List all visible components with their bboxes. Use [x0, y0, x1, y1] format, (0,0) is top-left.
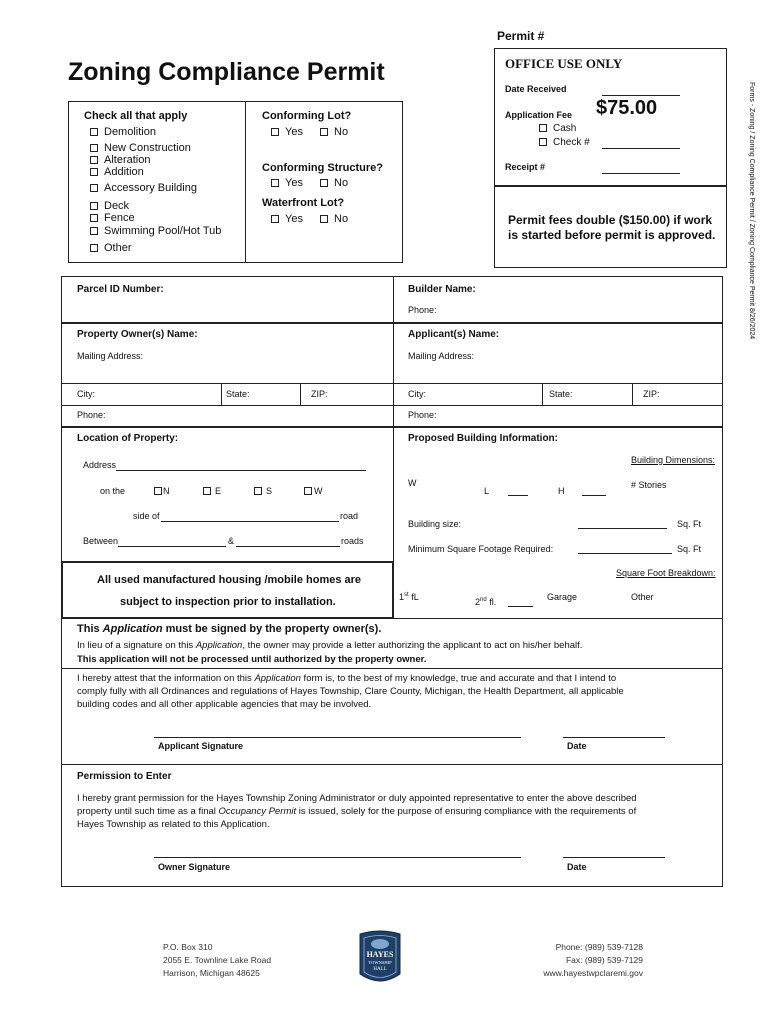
direction-w[interactable]: [304, 486, 323, 496]
apply-checkbox[interactable]: [90, 244, 98, 252]
owner-phone-label: Phone:: [77, 410, 106, 420]
no-label: No: [334, 126, 349, 138]
svg-text:HALL: HALL: [373, 967, 387, 972]
applicant-date-line[interactable]: [563, 737, 665, 738]
address-label: Address: [83, 460, 117, 470]
yes-checkbox[interactable]: [271, 215, 279, 223]
apply-checkbox[interactable]: [90, 156, 98, 164]
apply-item[interactable]: [90, 142, 191, 154]
parcel-id-label: Parcel ID Number:: [77, 284, 164, 295]
direction-label: E: [215, 486, 222, 496]
footer-street: 2055 E. Townline Lake Road: [163, 955, 272, 965]
other-label: Other: [631, 592, 654, 602]
permit-number-label: Permit #: [497, 29, 545, 43]
yes-checkbox[interactable]: [271, 128, 279, 136]
footer-fax: Fax: (989) 539-7129: [565, 955, 643, 965]
roads-label: roads: [341, 536, 364, 546]
signing-line1: In lieu of a signature on this Application, the owner may provide a letter authorizing the applicant to act on his/her behalf.: [77, 640, 583, 651]
waterfront-label: Waterfront Lot?: [262, 197, 345, 209]
fee-notice-box: [494, 186, 727, 268]
apply-item[interactable]: [90, 182, 197, 194]
receipt-label: Receipt #: [505, 162, 546, 172]
owner-date-line[interactable]: [563, 857, 665, 858]
direction-checkbox[interactable]: [304, 487, 312, 495]
mobile-home-notice-line1: All used manufactured housing /mobile homes are: [97, 574, 362, 586]
owner-name-label: Property Owner(s) Name:: [77, 329, 198, 340]
owner-mailing-label: Mailing Address:: [77, 351, 144, 361]
side-note: Forms - Zoning / Zoning Compliance Permit / Zoning Compliance Permit 8/26/2024: [748, 82, 755, 340]
garage-label: Garage: [547, 592, 578, 602]
attest-line1: I hereby attest that the information on this Application form is, to the best of my knowledge, true and accurate and that I intend to: [77, 673, 617, 684]
no-checkbox[interactable]: [320, 215, 328, 223]
direction-checkbox[interactable]: [154, 487, 162, 495]
svg-text:TOWNSHIP: TOWNSHIP: [368, 960, 392, 965]
cash-label: Cash: [553, 123, 577, 134]
apply-item[interactable]: [90, 200, 129, 212]
length-label: L: [484, 486, 490, 496]
mobile-home-notice-line2: subject to inspection prior to installation.: [120, 596, 336, 608]
road-label: road: [340, 511, 359, 521]
and-label: &: [228, 536, 235, 546]
fee-amount: $75.00: [596, 97, 658, 119]
conforming-structure-no[interactable]: [320, 177, 348, 189]
apply-checkbox[interactable]: [90, 184, 98, 192]
sqft-breakdown-label: Square Foot Breakdown:: [616, 568, 716, 578]
yes-checkbox[interactable]: [271, 179, 279, 187]
conforming-lot-yes[interactable]: [271, 126, 303, 138]
yes-label: Yes: [285, 213, 303, 225]
direction-checkbox[interactable]: [203, 487, 211, 495]
waterfront-no[interactable]: [320, 213, 348, 225]
apply-item[interactable]: [90, 126, 156, 138]
check-option[interactable]: [539, 137, 590, 148]
page-title: Zoning Compliance Permit: [68, 58, 385, 86]
apply-item-label: Deck: [104, 200, 130, 212]
apply-item[interactable]: [90, 225, 221, 237]
apply-heading: Check all that apply: [84, 110, 188, 122]
builder-phone-label: Phone:: [408, 305, 437, 315]
stories-label: # Stories: [631, 480, 667, 490]
owner-city-label: City:: [77, 389, 95, 399]
second-floor-label: 2nd fl.: [475, 597, 497, 607]
attest-line3: building codes and all other applicable agencies that may be involved.: [77, 699, 372, 710]
apply-checkbox[interactable]: [90, 227, 98, 235]
waterfront-yes[interactable]: [271, 213, 303, 225]
applicant-signature-label: Applicant Signature: [158, 741, 244, 751]
fee-notice-line1: Permit fees double ($150.00) if work: [508, 213, 713, 227]
apply-item[interactable]: [90, 166, 144, 178]
direction-label: N: [163, 486, 170, 496]
applicant-zip-label: ZIP:: [643, 389, 660, 399]
no-label: No: [334, 213, 349, 225]
check-checkbox[interactable]: [539, 138, 547, 146]
apply-checkbox[interactable]: [90, 168, 98, 176]
yes-label: Yes: [285, 126, 303, 138]
apply-item-label: New Construction: [104, 142, 191, 154]
footer-city: Harrison, Michigan 48625: [163, 968, 260, 978]
on-the-label: on the: [100, 486, 126, 496]
owner-state-label: State:: [226, 389, 250, 399]
conforming-lot-label: Conforming Lot?: [262, 110, 352, 122]
min-sqft-unit: Sq. Ft: [677, 544, 702, 554]
apply-item-label: Swimming Pool/Hot Tub: [104, 225, 222, 237]
no-checkbox[interactable]: [320, 179, 328, 187]
conforming-structure-label: Conforming Structure?: [262, 162, 383, 174]
location-heading: Location of Property:: [77, 433, 179, 444]
owner-signature-line[interactable]: [154, 857, 521, 858]
height-label: H: [558, 486, 565, 496]
footer-website[interactable]: www.hayestwpclaremi.gov: [543, 968, 643, 978]
apply-item[interactable]: [90, 212, 135, 224]
apply-checkbox[interactable]: [90, 128, 98, 136]
applicant-name-label: Applicant(s) Name:: [408, 329, 500, 340]
applicant-state-label: State:: [549, 389, 573, 399]
footer-po-box: P.O. Box 310: [163, 942, 213, 952]
owner-signature-label: Owner Signature: [158, 862, 231, 872]
signing-heading: This Application must be signed by the property owner(s).: [77, 623, 382, 635]
building-heading: Proposed Building Information:: [408, 433, 558, 444]
cash-option[interactable]: [539, 123, 576, 134]
width-label: W: [408, 478, 417, 488]
office-use-title: OFFICE USE ONLY: [505, 56, 623, 71]
building-size-label: Building size:: [408, 519, 462, 529]
applicant-city-label: City:: [408, 389, 426, 399]
direction-n[interactable]: [154, 486, 170, 496]
township-logo-icon: [357, 930, 403, 986]
no-label: No: [334, 177, 349, 189]
apply-item-label: Addition: [104, 166, 144, 178]
date-received-label: Date Received: [505, 84, 567, 94]
conforming-structure-yes[interactable]: [271, 177, 303, 189]
building-dimensions-label: Building Dimensions:: [631, 455, 716, 465]
apply-checkbox[interactable]: [90, 214, 98, 222]
applicant-date-label: Date: [567, 741, 587, 751]
apply-item[interactable]: [90, 242, 132, 254]
conforming-lot-no[interactable]: [320, 126, 348, 138]
direction-label: S: [266, 486, 273, 496]
cash-checkbox[interactable]: [539, 124, 547, 132]
apply-item-label: Alteration: [104, 154, 151, 166]
apply-item-label: Other: [104, 242, 132, 254]
direction-s[interactable]: [254, 486, 272, 496]
apply-item-label: Fence: [104, 212, 135, 224]
building-size-sqft: Sq. Ft: [677, 519, 702, 529]
direction-label: W: [314, 486, 323, 496]
apply-item[interactable]: [90, 154, 150, 166]
apply-item-label: Demolition: [104, 126, 156, 138]
no-checkbox[interactable]: [320, 128, 328, 136]
yes-label: Yes: [285, 177, 303, 189]
apply-checkbox[interactable]: [90, 202, 98, 210]
permission-line3: Hayes Township as related to this Application.: [77, 819, 270, 830]
apply-item-label: Accessory Building: [104, 182, 197, 194]
footer-phone: Phone: (989) 539-7128: [555, 942, 643, 952]
svg-text:HAYES: HAYES: [366, 950, 394, 959]
mobile-home-notice-box: [61, 561, 394, 619]
applicant-mailing-label: Mailing Address:: [408, 351, 475, 361]
applicant-phone-label: Phone:: [408, 410, 437, 420]
applicant-signature-line[interactable]: [154, 737, 521, 738]
attest-line2: comply fully with all Ordinances and regulations of Hayes Township, Clare County, Michigan, the Health Department, all applicable: [77, 686, 624, 697]
builder-name-label: Builder Name:: [408, 284, 476, 295]
between-label: Between: [83, 536, 119, 546]
side-of-label: side of: [133, 511, 160, 521]
permission-heading: Permission to Enter: [77, 771, 172, 782]
permission-line1: I hereby grant permission for the Hayes Township Zoning Administrator or duly appointed representative to enter the above described: [77, 793, 637, 804]
permission-line2: property until such time as a final Occupancy Permit is issued, solely for the purpose of ensuring compliance with the requirements of: [77, 806, 637, 817]
apply-checkbox[interactable]: [90, 144, 98, 152]
owner-date-label: Date: [567, 862, 587, 872]
fee-notice-line2: is started before permit is approved.: [508, 228, 716, 242]
application-fee-label: Application Fee: [505, 110, 573, 120]
min-sqft-label: Minimum Square Footage Required:: [408, 544, 554, 554]
signing-line2: This application will not be processed until authorized by the property owner.: [77, 654, 427, 665]
direction-checkbox[interactable]: [254, 487, 262, 495]
check-label: Check #: [553, 137, 590, 148]
direction-e[interactable]: [203, 486, 221, 496]
first-floor-label: 1st fL: [399, 592, 419, 602]
owner-zip-label: ZIP:: [311, 389, 328, 399]
